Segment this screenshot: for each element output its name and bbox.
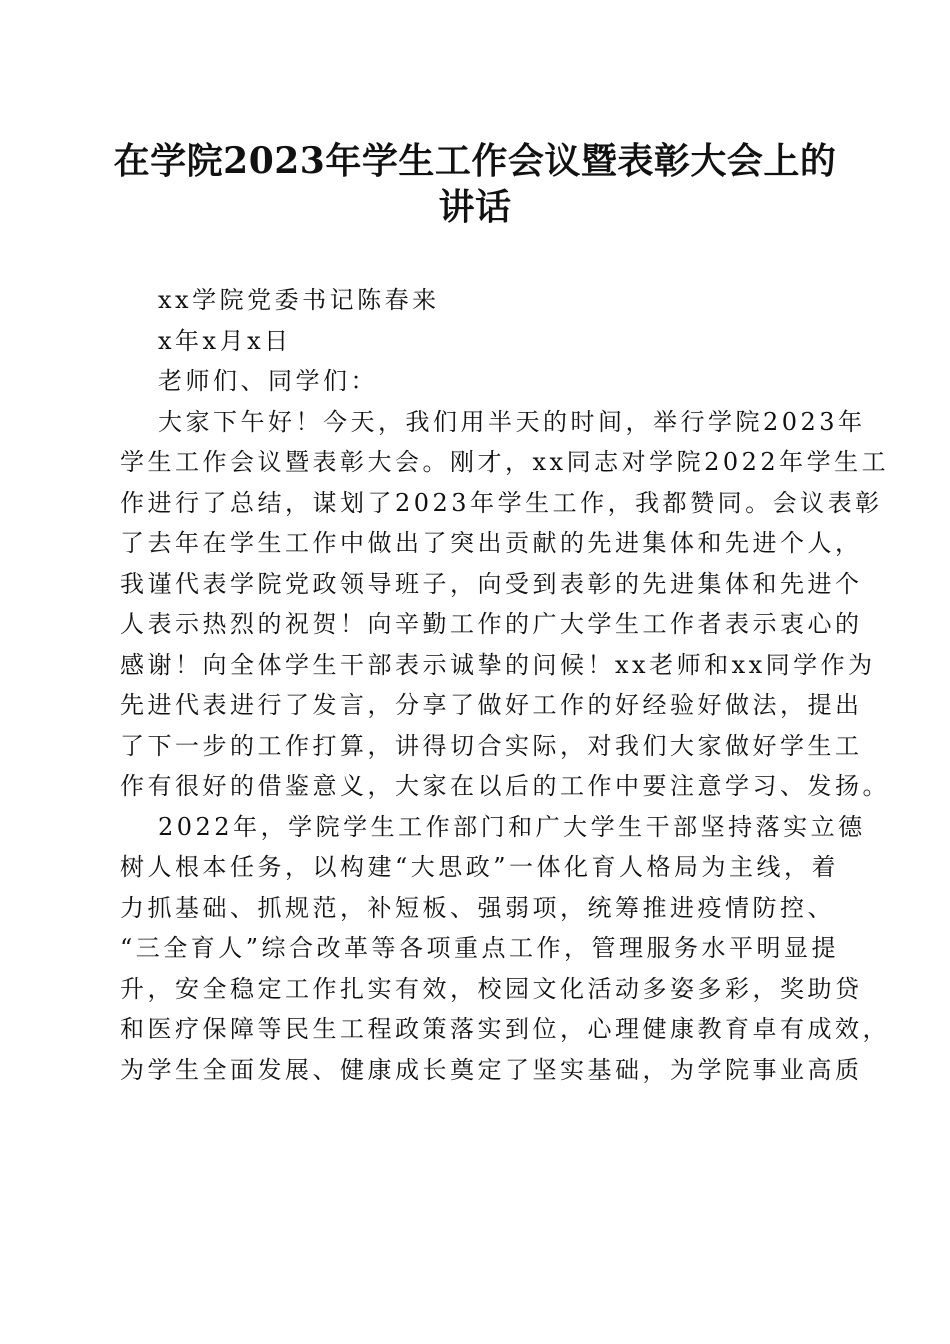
paragraph-line: 树人根本任务，以构建“大思政”一体化育人格局为主线，着 <box>120 853 840 881</box>
date-line: x年x月x日 <box>158 326 292 355</box>
paragraph-2 <box>120 807 890 1091</box>
salutation-line: 老师们、同学们： <box>158 367 378 395</box>
paragraph-line: 先进代表进行了发言，分享了做好工作的好经验好做法，提出 <box>120 691 863 719</box>
paragraph-line: 我谨代表学院党政领导班子，向受到表彰的先进集体和先进个 <box>120 569 863 598</box>
paragraph-1 <box>120 402 890 807</box>
paragraph-line: 学生工作会议暨表彰大会。刚才，xx同志对学院2022年学生工 <box>120 448 890 476</box>
title-line-2: 讲话 <box>438 186 512 228</box>
paragraph-line: 了去年在学生工作中做出了突出贡献的先进集体和先进个人， <box>120 529 863 557</box>
author-line: xx学院党委书记陈春来 <box>158 286 440 314</box>
document-body <box>120 280 890 1090</box>
paragraph-line: 和医疗保障等民生工程政策落实到位，心理健康教育卓有成效， <box>120 1015 890 1043</box>
paragraph-line: 2022年，学院学生工作部门和广大学生干部坚持落实立德 <box>158 812 866 841</box>
paragraph-line: 感谢！向全体学生干部表示诚挚的问候！xx老师和xx同学作为 <box>120 650 876 679</box>
paragraph-line: “三全育人”综合改革等各项重点工作，管理服务水平明显提 <box>120 934 840 962</box>
paragraph-line: 力抓基础、抓规范，补短板、强弱项，统筹推进疫情防控、 <box>120 893 835 922</box>
paragraph-line: 为学生全面发展、健康成长奠定了坚实基础，为学院事业高质 <box>120 1055 863 1084</box>
paragraph-line: 大家下午好！今天，我们用半天的时间，举行学院2023年 <box>158 407 866 436</box>
paragraph-line: 升，安全稳定工作扎实有效，校园文化活动多姿多彩，奖助贷 <box>120 974 863 1003</box>
paragraph-line: 了下一步的工作打算，讲得切合实际，对我们大家做好学生工 <box>120 731 863 760</box>
paragraph-line: 人表示热烈的祝贺！向辛勤工作的广大学生工作者表示衷心的 <box>120 610 863 638</box>
paragraph-line: 作进行了总结，谋划了2023年学生工作，我都赞同。会议表彰 <box>120 488 883 517</box>
title-line-1: 在学院2023年学生工作会议暨表彰大会上的 <box>113 140 837 182</box>
document-title <box>100 138 850 230</box>
paragraph-line: 作有很好的借鉴意义，大家在以后的工作中要注意学习、发扬。 <box>120 772 890 800</box>
